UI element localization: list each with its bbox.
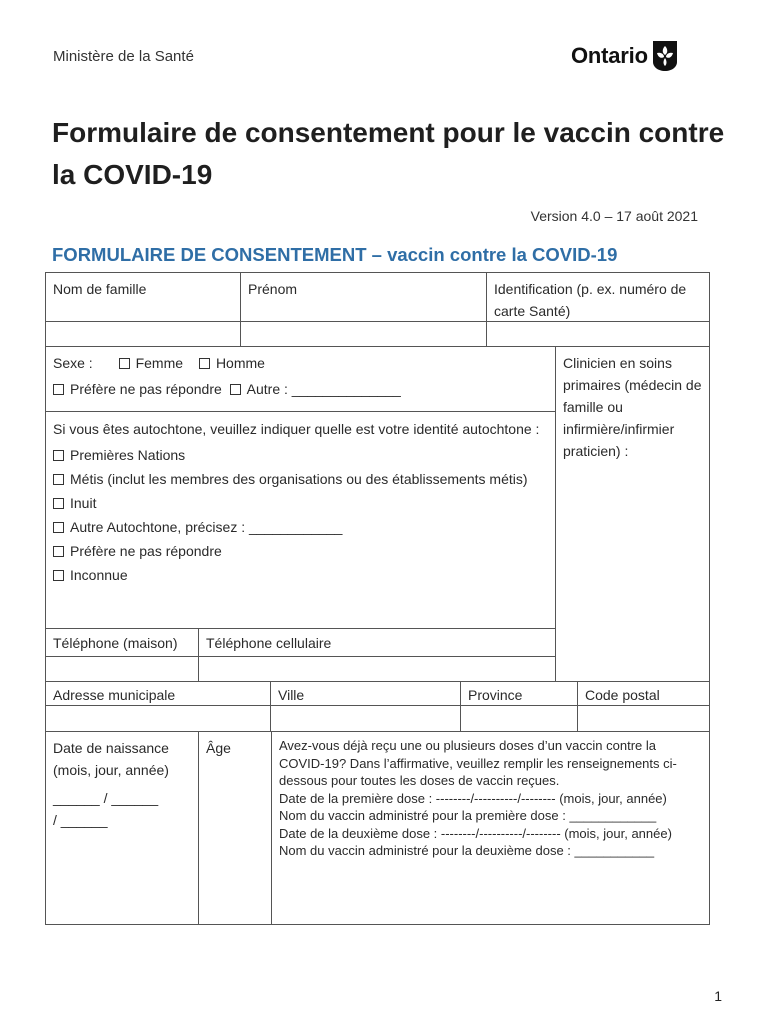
male-label: Homme	[215, 355, 265, 371]
sex-label: Sexe :	[53, 355, 93, 371]
indigenous-prefer-not-label: Préfère ne pas répondre	[70, 543, 222, 559]
second-dose-name: Nom du vaccin administré pour la deuxième dose : ___________	[279, 843, 655, 858]
sex-prefer-not-label: Préfère ne pas répondre	[70, 381, 222, 397]
cell-phone-label: Téléphone cellulaire	[206, 635, 332, 651]
indigenous-prefer-not-checkbox[interactable]	[53, 546, 64, 557]
postal-code-label: Code postal	[585, 687, 660, 703]
cell-phone-field[interactable]	[198, 656, 556, 682]
birth-date-cell[interactable]	[45, 731, 199, 925]
primary-clinician-label: Clinicien en soins primaires (médecin de famille ou infirmière/infirmier praticien) :	[563, 355, 702, 459]
street-address-label-cell	[45, 681, 271, 706]
province-label-cell	[460, 681, 578, 706]
first-name-label-cell	[240, 272, 487, 322]
birth-date-label: Date de naissance (mois, jour, année)	[53, 740, 169, 778]
primary-clinician-cell[interactable]	[555, 346, 710, 682]
province-label: Province	[468, 687, 523, 703]
trillium-logo-icon	[652, 40, 678, 72]
first-name-label: Prénom	[248, 281, 298, 297]
section-title: FORMULAIRE DE CONSENTEMENT – vaccin contre la COVID-19	[52, 244, 618, 265]
other-indigenous-label: Autre Autochtone, précisez : ____________	[70, 519, 343, 535]
page-title: Formulaire de consentement pour le vaccin contre la COVID-19	[52, 117, 725, 190]
unknown-checkbox[interactable]	[53, 570, 64, 581]
first-dose-date: Date de la première dose : --------/----------/-------- (mois, jour, année)	[279, 790, 667, 806]
first-name-field[interactable]	[240, 321, 487, 347]
female-label: Femme	[135, 355, 184, 371]
other-indigenous-checkbox[interactable]	[53, 522, 64, 533]
age-cell[interactable]	[198, 731, 272, 925]
street-address-field[interactable]	[45, 705, 271, 732]
prior-doses-question: Avez-vous déjà reçu une ou plusieurs doses d’un vaccin contre la COVID-19? Dans l’affirmative, veuillez remplir les renseignements ci-dessous pour toutes les doses de vaccin reçues.	[279, 738, 677, 788]
sex-other-label: Autre : ______________	[246, 381, 401, 397]
city-label: Ville	[278, 687, 305, 703]
home-phone-label-cell	[45, 628, 199, 657]
home-phone-field[interactable]	[45, 656, 199, 682]
ministry-name: Ministère de la Santé	[53, 48, 194, 65]
identification-label-cell	[486, 272, 710, 322]
logo-text: Ontario	[571, 43, 648, 68]
sex-prefer-not-checkbox[interactable]	[53, 384, 64, 395]
metis-checkbox[interactable]	[53, 474, 64, 485]
home-phone-label: Téléphone (maison)	[53, 635, 178, 651]
first-nations-label: Premières Nations	[70, 447, 186, 463]
indigenous-identity-cell	[45, 411, 556, 629]
ontario-logo	[571, 40, 678, 72]
second-dose-date: Date de la deuxième dose : --------/----------/-------- (mois, jour, année)	[279, 825, 672, 841]
unknown-label: Inconnue	[70, 567, 128, 583]
prior-doses-cell[interactable]	[271, 731, 710, 925]
first-dose-name: Nom du vaccin administré pour la première dose : ____________	[279, 808, 657, 823]
birth-date-blank-2: / ______	[53, 812, 108, 828]
city-label-cell	[270, 681, 461, 706]
page-number: 1	[714, 988, 722, 1004]
metis-label: Métis (inclut les membres des organisations ou des établissements métis)	[70, 471, 528, 487]
inuit-checkbox[interactable]	[53, 498, 64, 509]
province-field[interactable]	[460, 705, 578, 732]
last-name-label-cell	[45, 272, 241, 322]
indigenous-question: Si vous êtes autochtone, veuillez indiquer quelle est votre identité autochtone :	[53, 421, 540, 437]
postal-code-label-cell	[577, 681, 710, 706]
street-address-label: Adresse municipale	[53, 687, 176, 703]
age-label: Âge	[206, 740, 231, 756]
sex-cell	[45, 346, 556, 412]
birth-date-blank-1: ______ / ______	[53, 790, 159, 806]
consent-form	[45, 272, 710, 925]
sex-other-checkbox[interactable]	[230, 384, 241, 395]
identification-label: Identification (p. ex. numéro de carte Santé)	[494, 281, 687, 319]
postal-code-field[interactable]	[577, 705, 710, 732]
cell-phone-label-cell	[198, 628, 556, 657]
inuit-label: Inuit	[70, 495, 97, 511]
last-name-label: Nom de famille	[53, 281, 147, 297]
male-checkbox[interactable]	[199, 358, 210, 369]
identification-field[interactable]	[486, 321, 710, 347]
version-label: Version 4.0 – 17 août 2021	[530, 208, 698, 224]
city-field[interactable]	[270, 705, 461, 732]
first-nations-checkbox[interactable]	[53, 450, 64, 461]
last-name-field[interactable]	[45, 321, 241, 347]
female-checkbox[interactable]	[119, 358, 130, 369]
